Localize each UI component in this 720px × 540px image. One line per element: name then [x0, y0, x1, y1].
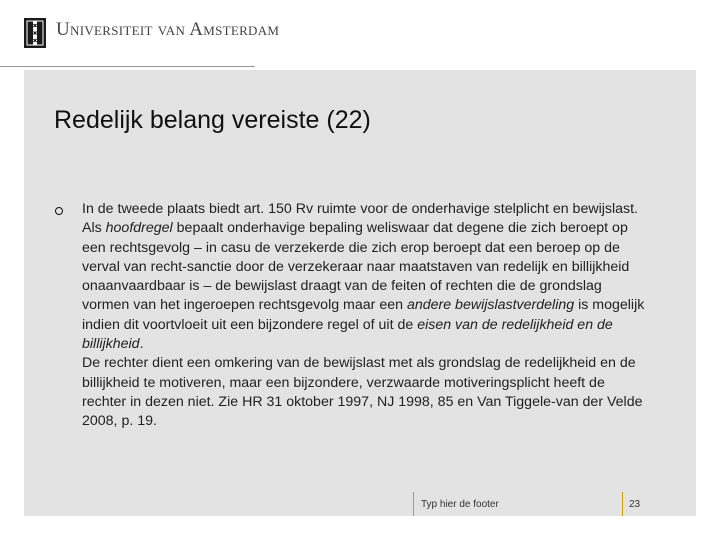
footer-divider-right — [622, 492, 623, 516]
footer-divider-left — [413, 492, 414, 516]
paragraph-1-italic-1: hoofdregel — [105, 220, 173, 237]
footer-text: Typ hier de footer — [421, 499, 499, 510]
slide-panel — [24, 70, 696, 516]
uva-logo-icon — [24, 18, 46, 48]
paragraph-1-text-1: In de tweede plaats biedt art. 150 Rv ruimte voor de onderhavige stelplicht en bewijslast. Als — [82, 201, 638, 237]
university-name: Universiteit van Amsterdam — [56, 19, 280, 40]
page-number: 23 — [629, 499, 641, 510]
paragraph-1-italic-3: eisen van de redelijkheid en de billijkheid — [82, 316, 613, 353]
paragraph-1-text-3: is mogelijk indien dit voortvloeit uit een bijzondere regel of uit de — [82, 297, 645, 333]
slide-body — [82, 200, 648, 432]
header — [0, 0, 720, 70]
paragraph-2: De rechter dient een omkering van de bewijslast met als grondslag de redelijkheid en de billijkheid te motiveren, maar een bijzondere, verzwaarde motiveringsplicht heeft de rechter in dezen niet. Zie HR 31 oktober 1997, NJ 1998, 85 en Van Tiggele-van der Velde 2008, p. 19. — [82, 355, 643, 430]
paragraph-1 — [82, 200, 648, 354]
slide-title: Redelijk belang vereiste (22) — [54, 106, 371, 134]
paragraph-1-text-2: bepaalt onderhavige bepaling weliswaar dat degene die zich beroept op een rechtsgevolg – in casu de verzekerde die zich erop beroept dat een beroep op de verval van recht-sanctie door de verzekeraar naar maatstaven van redelijk en billijkheid onaanvaardbaar is – de bewijslast draagt van de feiten of rechten die de grondslag vormen van het ingeroepen rechtsgevolg maar een — [82, 220, 630, 314]
header-divider — [0, 66, 255, 67]
bullet-circle-icon — [55, 207, 63, 215]
paragraph-1-text-4: . — [139, 336, 144, 353]
paragraph-1-italic-2: andere bewijslastverdeling — [406, 297, 575, 314]
